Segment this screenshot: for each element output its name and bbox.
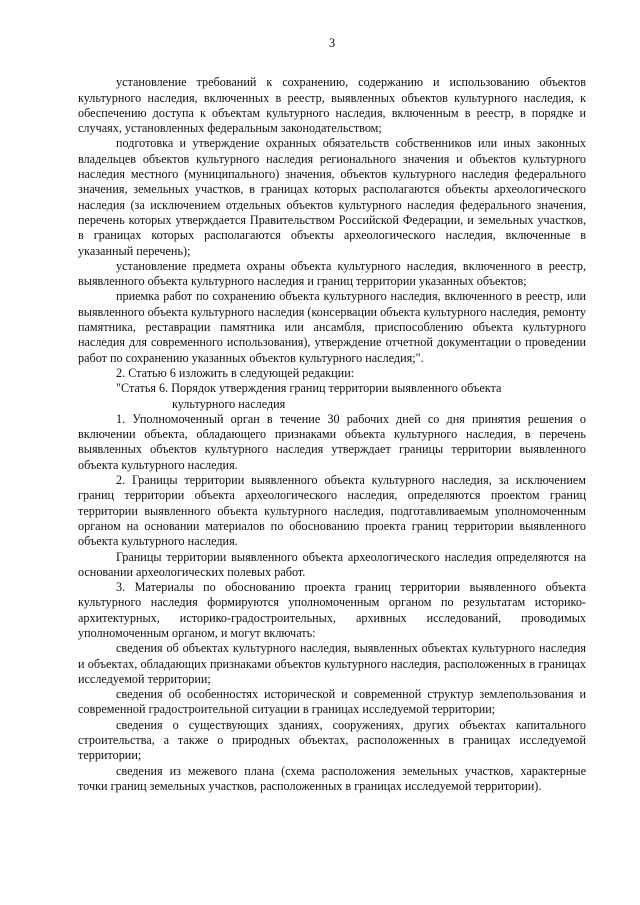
paragraph: приемка работ по сохранению объекта культурного наследия, включенного в реестр, или выявленного объекта культурного наследия (консервации объекта культурного наследия, ремонту памятника, реставрации памятника или ансамбля, приспособлению объекта культурного наследия для современного использования), утверждение отчетной документации о проведении работ по сохранению указанных объектов культурного наследия;". bbox=[78, 289, 586, 365]
paragraph: установление предмета охраны объекта культурного наследия, включенного в реестр, выявленного объекта культурного наследия и границ территории указанных объектов; bbox=[78, 258, 586, 289]
paragraph: 3. Материалы по обоснованию проекта границ территории выявленного объекта культурного наследия формируются уполномоченным органом по результатам историко-архитектурных, историко-градостроительных, архивных исследований, проводимых уполномоченным органом, и могут включать: bbox=[78, 580, 586, 640]
paragraph: 1. Уполномоченный орган в течение 30 рабочих дней со дня принятия решения о включении объекта, обладающего признаками объекта культурного наследия, в перечень выявленных объектов культурного наследия утверждает границы территории выявленного объекта культурного наследия. bbox=[78, 411, 586, 472]
page-number: 3 bbox=[328, 36, 336, 50]
paragraph: 2. Границы территории выявленного объекта культурного наследия, за исключением границ территории объекта археологического наследия, определяются проектом границ территории выявленного объекта культурного наследия, подготавливаемым уполномоченным органом на основании материалов по обоснованию проекта границ территории выявленного объекта культурного наследия. bbox=[78, 473, 586, 549]
paragraph: сведения об особенностях исторической и современной структур землепользования и современной градостроительной ситуации в границах исследуемой территории; bbox=[78, 687, 586, 717]
paragraph: сведения из межевого плана (схема расположения земельных участков, характерные точки границ земельных участков, расположенных в границах исследуемой территории). bbox=[78, 763, 586, 793]
article-heading-line1: "Статья 6. Порядок утверждения границ территории выявленного объекта bbox=[116, 381, 502, 396]
paragraph: сведения о существующих зданиях, сооружениях, других объектах капитального строительства, а также о природных объектах, расположенных в границах исследуемой территории; bbox=[78, 717, 586, 763]
paragraph: Границы территории выявленного объекта археологического наследия определяются на основании археологических полевых работ. bbox=[78, 549, 586, 579]
paragraph: установление требований к сохранению, содержанию и использованию объектов культурного наследия, включенных в реестр, выявленных объектов культурного наследия, к обеспечению доступа к объектам культурного наследия, включенным в реестр, в порядке и случаях, установленных федеральным законодательством; bbox=[78, 75, 586, 136]
document-page bbox=[78, 36, 586, 794]
paragraph: подготовка и утверждение охранных обязательств собственников или иных законных владельцев объектов культурного наследия регионального значения и объектов культурного наследия местного (муниципального) значения, объектов культурного наследия федерального значения, земельных участков, в границах которых располагаются объекты археологического наследия (за исключением отдельных объектов культурного наследия федерального значения, перечень которых утверждается Правительством Российской Федерации, и земельных участков, в границах которых располагаются объекты археологического наследия, включенные в указанный перечень); bbox=[78, 136, 586, 258]
paragraph: 2. Статью 6 изложить в следующей редакции: bbox=[116, 365, 355, 380]
article-heading-line2: культурного наследия bbox=[172, 396, 286, 411]
article-heading bbox=[78, 381, 586, 412]
paragraph: сведения об объектах культурного наследия, выявленных объектах культурного наследия и объектах, обладающих признаками объектов культурного наследия, расположенных в границах исследуемой территории; bbox=[78, 641, 586, 686]
